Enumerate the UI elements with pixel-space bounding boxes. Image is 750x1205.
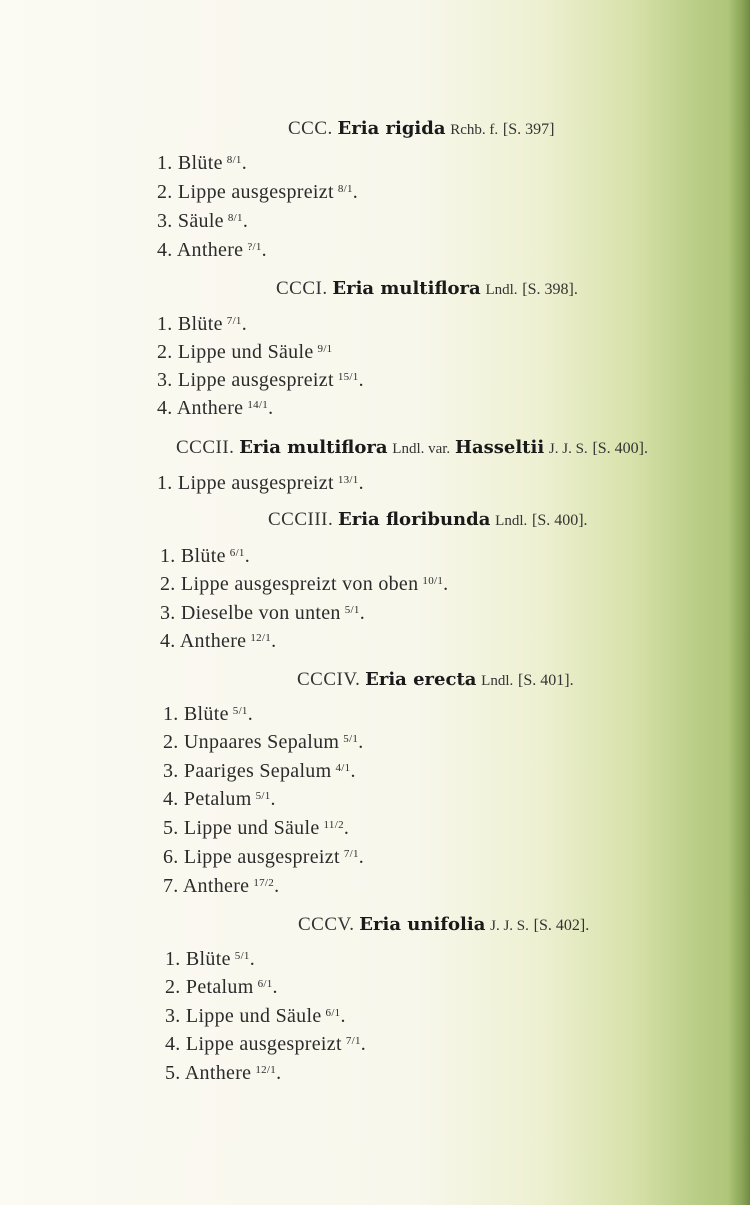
species-name: Eria multiflora — [239, 437, 388, 458]
magnification: 5/1 — [234, 950, 250, 962]
magnification: 7/1 — [343, 848, 359, 860]
magnification: 7/1 — [226, 315, 242, 327]
figure-item: 1. Blüte $^{6/1}$. — [160, 545, 251, 567]
plate-heading — [298, 914, 589, 936]
figure-item: 4. Anthere $^{12/1}$. — [160, 630, 277, 652]
plate-number: CCCV. — [298, 914, 355, 935]
magnification: 8/1 — [226, 154, 242, 166]
magnification: 6/1 — [257, 978, 273, 990]
page-edge — [728, 0, 750, 1205]
magnification: 12/1 — [250, 632, 272, 644]
figure-item: 2. Lippe und Säule $^{9/1}$ — [157, 341, 333, 363]
plate-heading — [176, 437, 648, 459]
magnification: 15/1 — [337, 371, 359, 383]
magnification: 17/2 — [253, 877, 275, 889]
variety-name: Hasseltii — [454, 437, 545, 458]
magnification: 9/1 — [317, 343, 333, 355]
figure-item: 2. Lippe ausgespreizt von oben $^{10/1}$. — [160, 573, 449, 595]
magnification: ?/1 — [247, 241, 262, 253]
page-reference: [S. 401]. — [518, 672, 574, 689]
magnification: 4/1 — [335, 762, 351, 774]
figure-item: 4. Anthere $^{14/1}$. — [157, 397, 274, 419]
plate-heading — [268, 509, 588, 531]
magnification: 12/1 — [255, 1064, 277, 1076]
figure-item: 4. Anthere $^{?/1}$. — [157, 239, 267, 261]
figure-item: 7. Anthere $^{17/2}$. — [163, 875, 280, 897]
figure-item: 2. Unpaares Sepalum $^{5/1}$. — [163, 731, 364, 753]
figure-item: 1. Blüte $^{8/1}$. — [157, 152, 248, 174]
figure-item: 1. Blüte $^{7/1}$. — [157, 313, 248, 335]
figure-item: 3. Lippe ausgespreizt $^{15/1}$. — [157, 369, 364, 391]
figure-item: 3. Dieselbe von unten $^{5/1}$. — [160, 602, 366, 624]
magnification: 5/1 — [344, 604, 360, 616]
page-reference: [S. 397] — [502, 121, 555, 138]
plate-number: CCCIV. — [297, 669, 361, 690]
magnification: 8/1 — [337, 183, 353, 195]
magnification: 5/1 — [255, 790, 271, 802]
variety-authority: J. J. S. — [548, 441, 588, 457]
plate-heading — [297, 669, 574, 691]
plate-number: CCCI. — [276, 278, 328, 299]
page-reference: [S. 400]. — [592, 440, 648, 457]
plate-number: CCCIII. — [268, 509, 334, 530]
figure-item: 3. Paariges Sepalum $^{4/1}$. — [163, 760, 356, 782]
page-reference: [S. 398]. — [522, 281, 578, 298]
figure-item: 5. Anthere $^{12/1}$. — [165, 1062, 282, 1084]
figure-item: 3. Lippe und Säule $^{6/1}$. — [165, 1005, 346, 1027]
species-authority: Lndl. — [481, 673, 514, 689]
magnification: 5/1 — [232, 705, 248, 717]
species-authority: J. J. S. — [490, 918, 529, 934]
figure-item: 4. Lippe ausgespreizt $^{7/1}$. — [165, 1033, 367, 1055]
figure-item: 5. Lippe und Säule $^{11/2}$. — [163, 817, 350, 839]
figure-item: 1. Blüte $^{5/1}$. — [163, 703, 254, 725]
magnification: 6/1 — [229, 547, 245, 559]
figure-item: 4. Petalum $^{5/1}$. — [163, 788, 276, 810]
magnification: 10/1 — [422, 575, 444, 587]
species-authority: Rchb. f. — [450, 122, 499, 138]
figure-item: 3. Säule $^{8/1}$. — [157, 210, 249, 232]
figure-item: 1. Lippe ausgespreizt $^{13/1}$. — [157, 472, 364, 494]
plate-number: CCC. — [288, 118, 333, 139]
magnification: 8/1 — [227, 212, 243, 224]
species-name: Eria multiflora — [332, 278, 481, 299]
figure-item: 6. Lippe ausgespreizt $^{7/1}$. — [163, 846, 365, 868]
species-name: Eria erecta — [365, 669, 477, 690]
magnification: 5/1 — [343, 733, 359, 745]
plate-heading — [276, 278, 578, 300]
page-reference: [S. 400]. — [532, 512, 588, 529]
figure-item: 2. Lippe ausgespreizt $^{8/1}$. — [157, 181, 359, 203]
plate-heading — [288, 118, 554, 140]
plate-number: CCCII. — [176, 437, 235, 458]
figure-item: 1. Blüte $^{5/1}$. — [165, 948, 256, 970]
magnification: 14/1 — [247, 399, 269, 411]
page-reference: [S. 402]. — [533, 917, 590, 934]
magnification: 11/2 — [323, 819, 344, 831]
magnification: 7/1 — [345, 1035, 361, 1047]
species-name: Eria rigida — [337, 118, 446, 139]
figure-item: 2. Petalum $^{6/1}$. — [165, 976, 278, 998]
species-name: Eria floribunda — [338, 509, 491, 530]
magnification: 6/1 — [325, 1007, 341, 1019]
species-name: Eria unifolia — [359, 914, 486, 935]
species-authority: Lndl. — [495, 513, 528, 529]
magnification: 13/1 — [337, 474, 359, 486]
species-authority: Lndl. var. — [392, 441, 451, 457]
species-authority: Lndl. — [485, 282, 518, 298]
